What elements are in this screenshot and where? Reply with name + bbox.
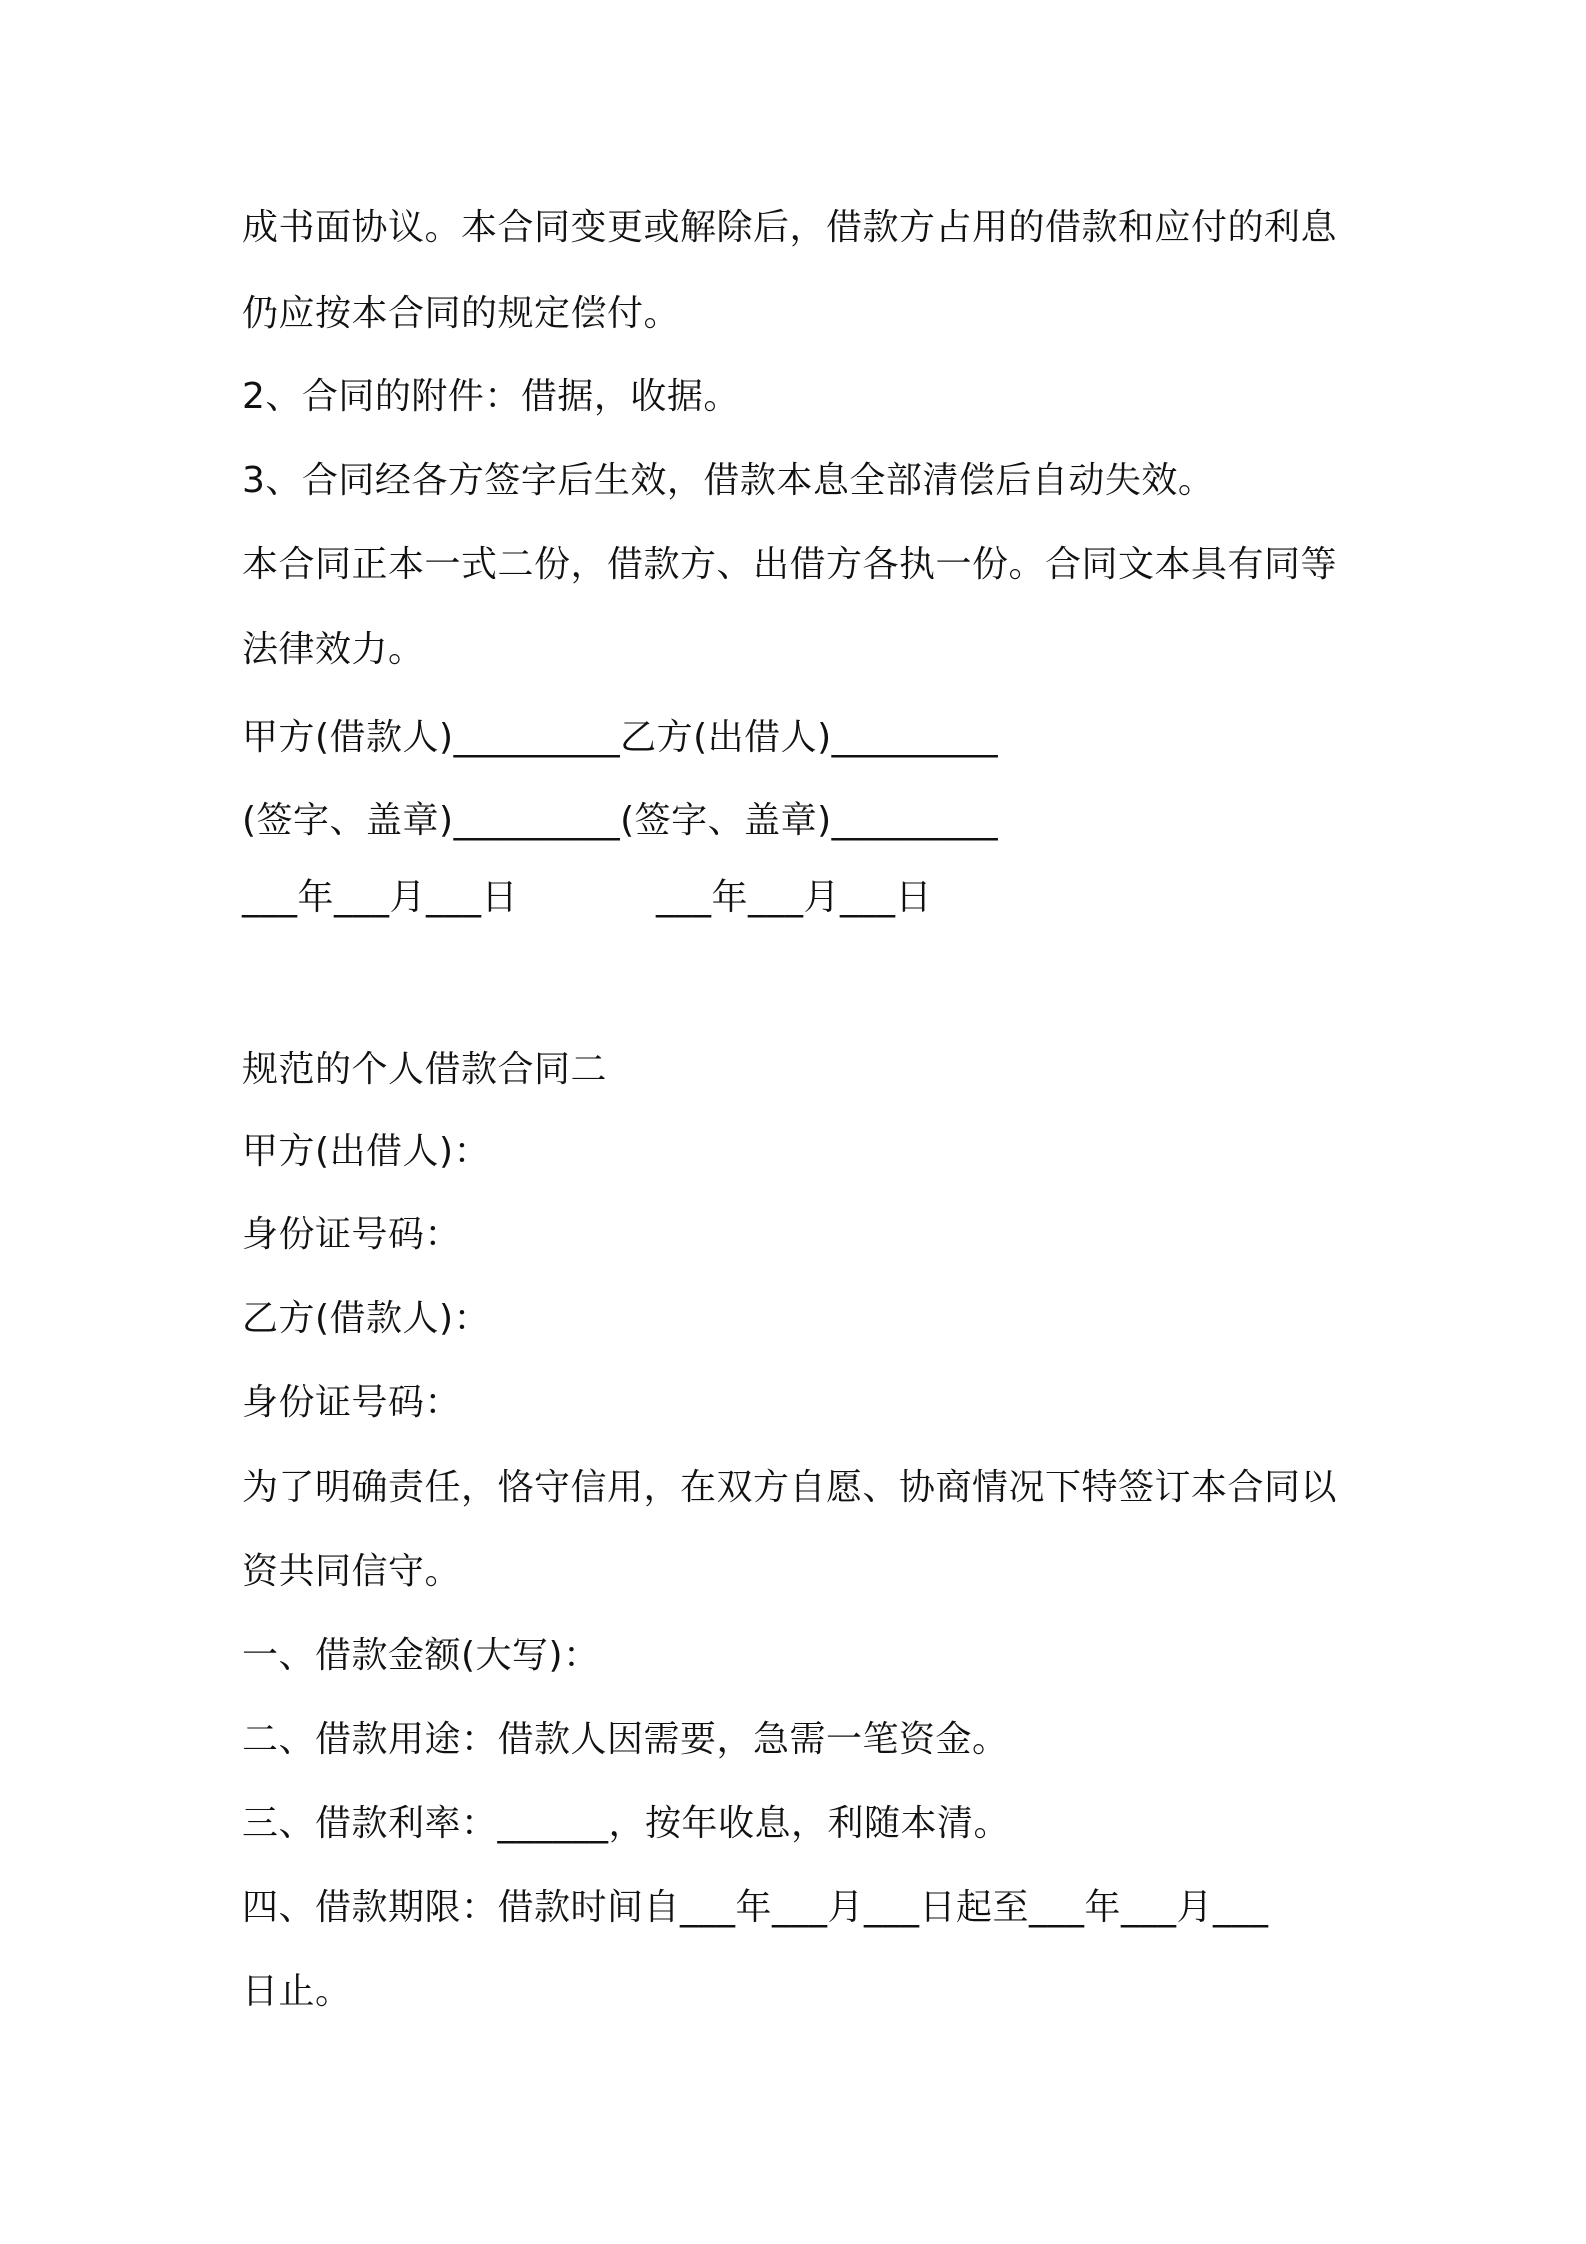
party-b-id-label: 身份证号码： <box>242 1382 462 1423</box>
party-a-id-label: 身份证号码： <box>242 1214 462 1255</box>
clause-loan-amount: 一、借款金额(大写)： <box>242 1635 600 1676</box>
paragraph-line: 资共同信守。 <box>242 1551 462 1592</box>
paragraph-line: 法律效力。 <box>242 629 425 670</box>
clause-interest-rate: 三、借款利率：______，按年收息，利随本清。 <box>242 1803 1011 1844</box>
clause-loan-purpose: 二、借款用途：借款人因需要，急需一笔资金。 <box>242 1719 1009 1760</box>
party-b-label: 乙方(借款人)： <box>242 1298 491 1339</box>
party-a-label: 甲方(出借人)： <box>242 1131 491 1172</box>
paragraph-line: 本合同正本一式二份，借款方、出借方各执一份。合同文本具有同等 <box>242 544 1338 585</box>
signature-party-line: 甲方(借款人)_________乙方(出借人)_________ <box>242 717 999 758</box>
clause-3-effectiveness: 3、合同经各方签字后生效，借款本息全部清偿后自动失效。 <box>242 460 1215 501</box>
paragraph-line: 仍应按本合同的规定偿付。 <box>242 293 681 334</box>
signature-seal-line: (签字、盖章)_________(签字、盖章)_________ <box>242 800 999 841</box>
clause-loan-term: 四、借款期限：借款时间自___年___月___日起至___年___月___ <box>242 1887 1269 1928</box>
paragraph-line: 日止。 <box>242 1971 352 2012</box>
paragraph-line: 为了明确责任，恪守信用，在双方自愿、协商情况下特签订本合同以 <box>242 1467 1338 1508</box>
signature-date-left: ___年___月___日 <box>242 877 519 918</box>
paragraph-line: 成书面协议。本合同变更或解除后，借款方占用的借款和应付的利息 <box>242 207 1338 248</box>
clause-2-attachments: 2、合同的附件：借据，收据。 <box>242 376 740 417</box>
signature-date-right: ___年___月___日 <box>656 877 933 918</box>
section-title: 规范的个人借款合同二 <box>242 1049 608 1090</box>
